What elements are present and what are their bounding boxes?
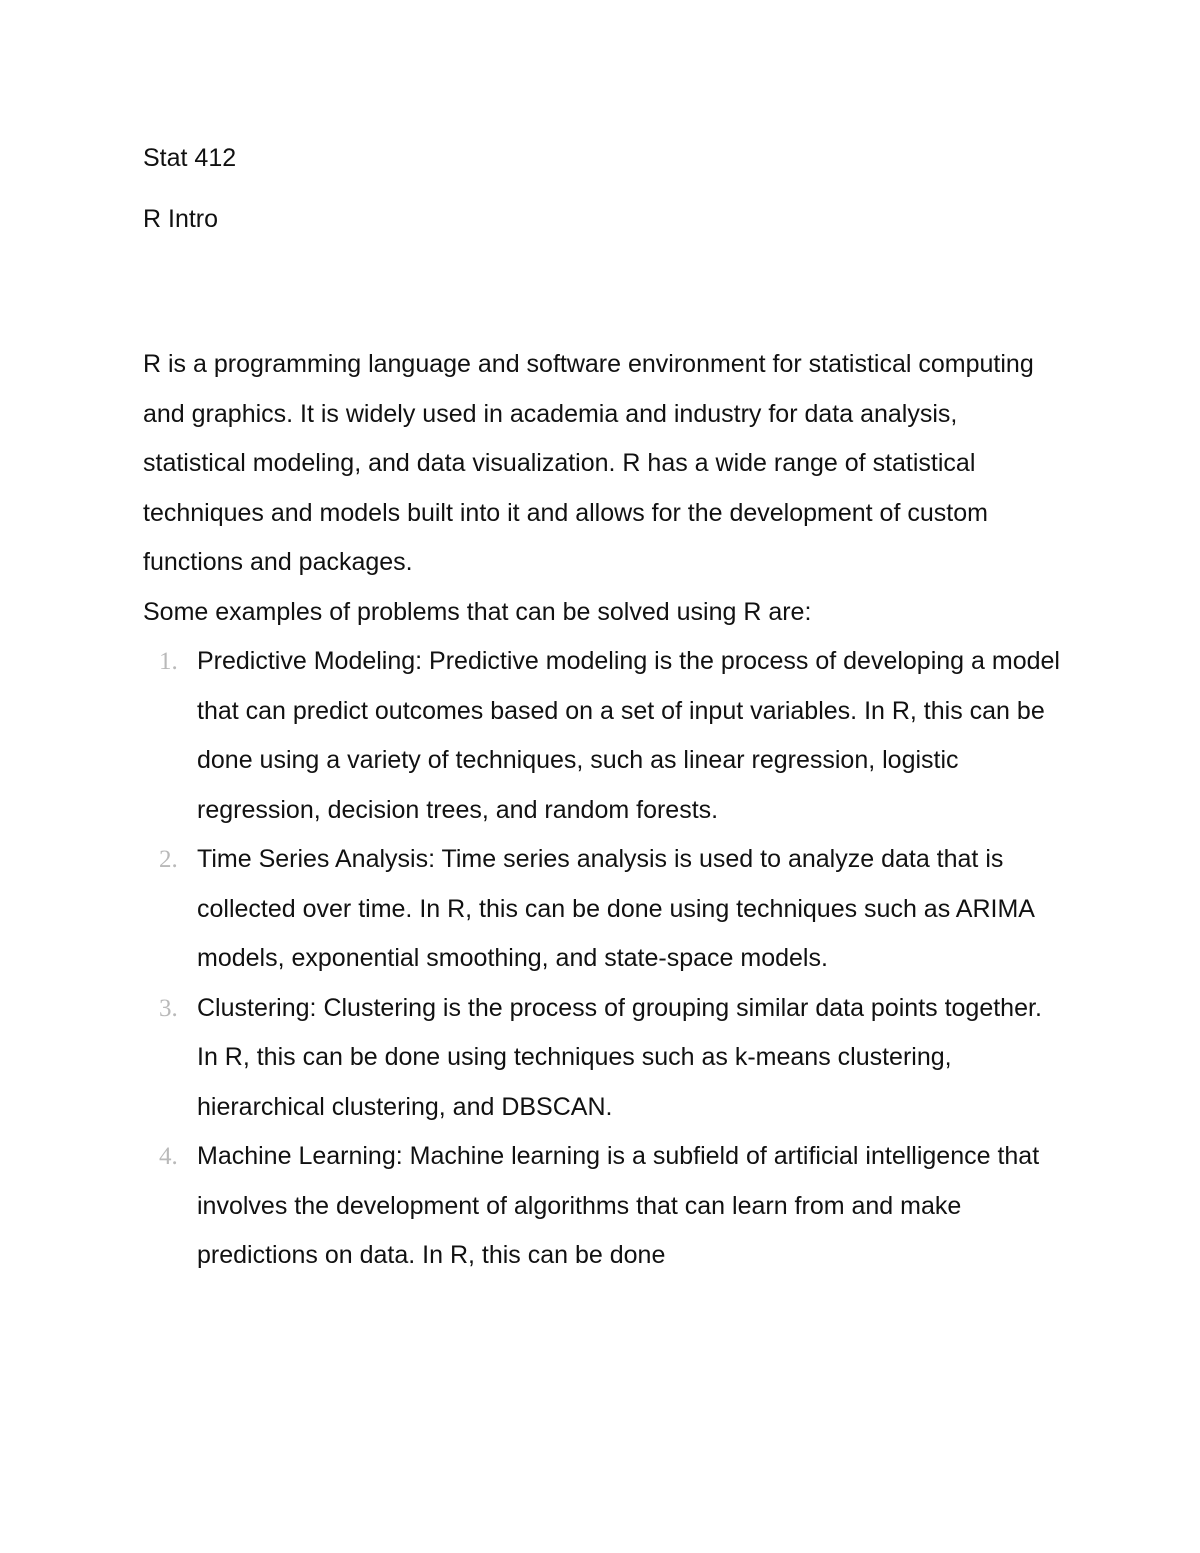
document-body	[143, 340, 1063, 1281]
list-item-text: Predictive Modeling: Predictive modeling is the process of developing a model that can predict outcomes based on a set of input variables. In R, this can be done using a variety of techniques, such as linear regression, logistic regression, decision trees, and random forests.	[197, 647, 1060, 824]
examples-list	[143, 637, 1063, 1281]
list-item	[143, 984, 1063, 1133]
list-item-text: Clustering: Clustering is the process of grouping similar data points together. In R, this can be done using techniques such as k-means clustering, hierarchical clustering, and DBSCAN.	[197, 993, 1042, 1121]
list-number: 1.	[159, 648, 178, 675]
list-item	[143, 1132, 1063, 1281]
list-item-text: Machine Learning: Machine learning is a subfield of artificial intelligence that involves the development of algorithms that can learn from and make predictions on data. In R, this can be done	[197, 1142, 1040, 1269]
course-title: Stat 412	[143, 144, 237, 172]
list-number: 4.	[159, 1143, 178, 1170]
list-item	[143, 637, 1063, 835]
list-number: 2.	[159, 846, 178, 873]
list-item	[143, 835, 1063, 984]
list-number: 3.	[159, 994, 178, 1022]
intro-paragraph: R is a programming language and software environment for statistical computing and graphics. It is widely used in academia and industry for data analysis, statistical modeling, and data visualization. R has a wide range of statistical techniques and models built into it and allows for the development of custom functions and packages.	[143, 350, 1034, 576]
lead-sentence: Some examples of problems that can be solved using R are:	[143, 597, 812, 626]
list-item-text: Time Series Analysis: Time series analysis is used to analyze data that is collected over time. In R, this can be done using techniques such as ARIMA models, exponential smoothing, and state-space models.	[197, 845, 1034, 972]
document-subtitle: R Intro	[143, 205, 219, 233]
